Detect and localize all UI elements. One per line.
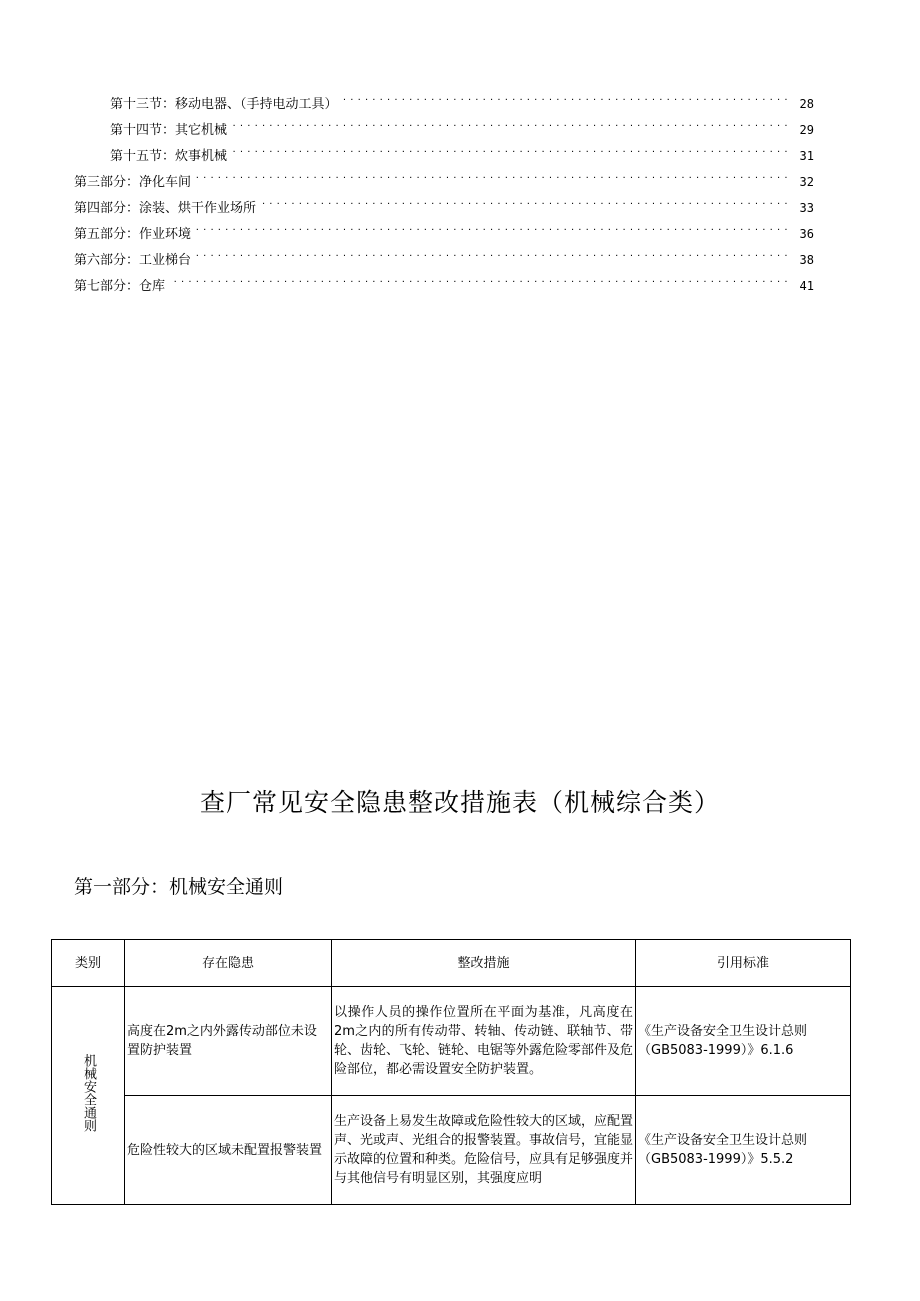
toc-leader-dots [195,218,788,238]
table-row [52,1096,851,1205]
section-title: 第一部分：机械安全通则 [74,876,284,898]
toc-entry-page: 36 [799,227,814,241]
measure-cell: 以操作人员的操作位置所在平面为基准，凡高度在2m之内的所有传动带、转轴、传动链、联轴节、带轮、齿轮、飞轮、链轮、电锯等外露危险零部件及危险部位，都必需设置安全防护装置。 [332,987,636,1096]
table-of-contents [74,88,814,296]
toc-entry-page: 29 [799,123,814,137]
toc-entry-label: 第十四节：其它机械 [110,123,228,138]
header-measure: 整改措施 [332,940,636,987]
toc-entry-label: 第十三节：移动电器、（手持电动工具） [110,97,338,112]
toc-leader-dots [231,140,788,160]
toc-entry[interactable] [74,192,814,218]
toc-entry[interactable] [74,114,814,140]
hazard-cell: 危险性较大的区域未配置报警装置 [125,1096,332,1205]
standard-cell: 《生产设备安全卫生设计总则（GB5083-1999）》5.5.2 [636,1096,851,1205]
toc-entry-page: 32 [799,175,814,189]
toc-leader-dots [195,166,788,186]
toc-leader-dots [195,244,788,264]
toc-leader-dots [231,114,788,134]
header-category: 类别 [52,940,125,987]
toc-entry-label: 第三部分：净化车间 [74,175,192,190]
toc-entry-page: 41 [799,279,814,293]
toc-entry-page: 33 [799,201,814,215]
measure-cell: 生产设备上易发生故障或危险性较大的区域，应配置声、光或声、光组合的报警装置。事故信号，宜能显示故障的位置和种类。危险信号，应具有足够强度并与其他信号有明显区别，其强度应明 [332,1096,636,1205]
hazard-cell: 高度在2m之内外露传动部位未设置防护装置 [125,987,332,1096]
toc-entry-label: 第十五节：炊事机械 [110,149,228,164]
standard-cell: 《生产设备安全卫生设计总则（GB5083-1999）》6.1.6 [636,987,851,1096]
document-title: 查厂常见安全隐患整改措施表（机械综合类） [199,788,720,817]
toc-entry-label: 第四部分：涂装、烘干作业场所 [74,201,257,216]
header-hazard: 存在隐患 [125,940,332,987]
toc-entry-page: 28 [799,97,814,111]
toc-entry[interactable] [74,166,814,192]
toc-leader-dots [260,192,788,212]
hazard-table [51,939,851,1205]
toc-entry[interactable] [74,218,814,244]
toc-entry-page: 31 [799,149,814,163]
toc-entry[interactable] [74,88,814,114]
category-label: 机械安全通则 [81,1053,96,1132]
toc-entry[interactable] [74,270,814,296]
table-row [52,987,851,1096]
table-header-row [52,940,851,987]
toc-entry-label: 第七部分：仓库 [74,279,166,294]
toc-entry[interactable] [74,244,814,270]
toc-entry-label: 第五部分：作业环境 [74,227,192,242]
toc-entry-page: 38 [799,253,814,267]
toc-leader-dots [342,88,788,108]
toc-leader-dots [169,270,788,290]
category-cell [52,987,125,1205]
toc-entry-label: 第六部分：工业梯台 [74,253,192,268]
header-standard: 引用标准 [636,940,851,987]
toc-entry[interactable] [74,140,814,166]
